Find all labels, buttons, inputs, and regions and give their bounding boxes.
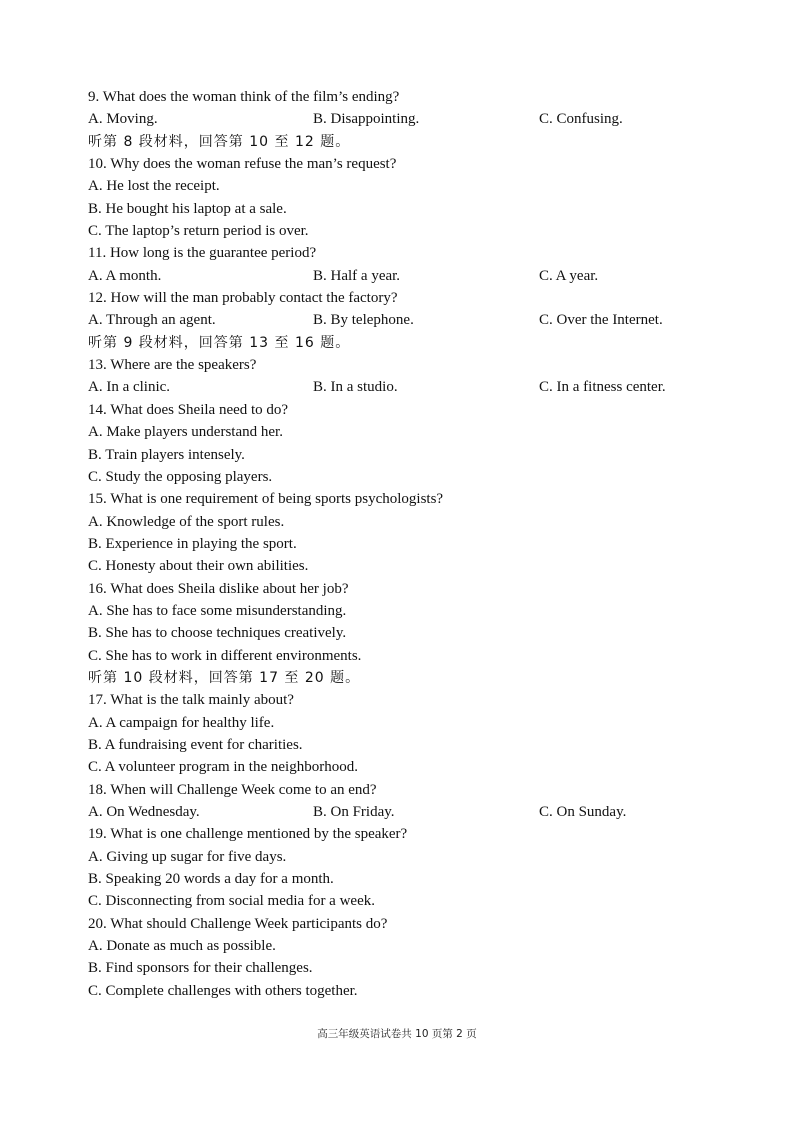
question-line: B. Experience in playing the sport. <box>88 535 297 552</box>
question-line: C. The laptop’s return period is over. <box>88 223 309 240</box>
answer-option-b: B. Half a year. <box>313 267 401 284</box>
question-line: 18. When will Challenge Week come to an end? <box>88 781 377 798</box>
question-line: B. He bought his laptop at a sale. <box>88 200 287 217</box>
answer-options-row <box>88 309 738 331</box>
question-line: C. Disconnecting from social media for a week. <box>88 893 375 910</box>
answer-option-c: C. Confusing. <box>539 111 623 128</box>
question-line: 14. What does Sheila need to do? <box>88 401 289 418</box>
question-line: C. She has to work in different environments. <box>88 647 362 664</box>
question-line: 17. What is the talk mainly about? <box>88 692 294 709</box>
answer-options-row <box>88 801 738 823</box>
question-line: C. A volunteer program in the neighborhood. <box>88 759 358 776</box>
question-line: 11. How long is the guarantee period? <box>88 245 317 262</box>
answer-option-b: B. In a studio. <box>313 379 398 396</box>
question-line: C. Study the opposing players. <box>88 468 273 485</box>
question-line: A. Make players understand her. <box>88 424 283 441</box>
answer-options-row <box>88 108 738 130</box>
question-line: B. Train players intensely. <box>88 446 245 463</box>
answer-option-c: C. On Sunday. <box>539 804 627 820</box>
answer-options-row <box>88 376 738 398</box>
answer-option-b: B. By telephone. <box>313 312 414 329</box>
question-line: B. Find sponsors for their challenges. <box>88 960 313 977</box>
question-line: A. Donate as much as possible. <box>88 938 276 955</box>
question-line: 19. What is one challenge mentioned by the speaker? <box>88 826 408 843</box>
answer-option-a: A. In a clinic. <box>88 379 171 396</box>
question-line: 12. How will the man probably contact the factory? <box>88 290 398 307</box>
section-instruction: 听第 10 段材料，回答第 17 至 20 题。 <box>88 669 361 686</box>
answer-option-b: B. On Friday. <box>313 804 395 820</box>
question-line: 20. What should Challenge Week participants do? <box>88 915 388 932</box>
question-line: C. Honesty about their own abilities. <box>88 558 309 575</box>
question-line: 16. What does Sheila dislike about her job? <box>88 580 349 597</box>
answer-option-a: A. Moving. <box>88 111 158 128</box>
question-line: A. A campaign for healthy life. <box>88 714 275 731</box>
answer-option-c: C. In a fitness center. <box>539 379 666 396</box>
answer-option-a: A. Through an agent. <box>88 312 216 329</box>
answer-options-row <box>88 265 738 287</box>
answer-option-c: C. Over the Internet. <box>539 312 663 329</box>
question-line: B. Speaking 20 words a day for a month. <box>88 871 334 888</box>
question-line: C. Complete challenges with others together. <box>88 982 358 999</box>
answer-option-a: A. On Wednesday. <box>88 804 200 820</box>
section-instruction: 听第 9 段材料，回答第 13 至 16 题。 <box>88 334 351 351</box>
question-line: A. He lost the receipt. <box>88 178 220 195</box>
section-instruction: 听第 8 段材料，回答第 10 至 12 题。 <box>88 133 351 150</box>
question-line: 9. What does the woman think of the film’s ending? <box>88 89 400 105</box>
question-line: 10. Why does the woman refuse the man’s request? <box>88 156 397 173</box>
exam-page-content <box>88 86 738 1002</box>
question-line: A. Knowledge of the sport rules. <box>88 513 285 530</box>
question-line: 15. What is one requirement of being sports psychologists? <box>88 491 444 508</box>
question-line: B. A fundraising event for charities. <box>88 736 303 753</box>
question-line: 13. Where are the speakers? <box>88 357 257 374</box>
answer-option-c: C. A year. <box>539 267 599 284</box>
question-line: A. She has to face some misunderstanding. <box>88 602 347 619</box>
answer-option-b: B. Disappointing. <box>313 111 420 128</box>
question-line: B. She has to choose techniques creatively. <box>88 625 347 642</box>
question-line: A. Giving up sugar for five days. <box>88 848 287 865</box>
page-footer: 高三年级英语试卷共 10 页第 2 页 <box>317 1028 477 1040</box>
answer-option-a: A. A month. <box>88 267 162 284</box>
